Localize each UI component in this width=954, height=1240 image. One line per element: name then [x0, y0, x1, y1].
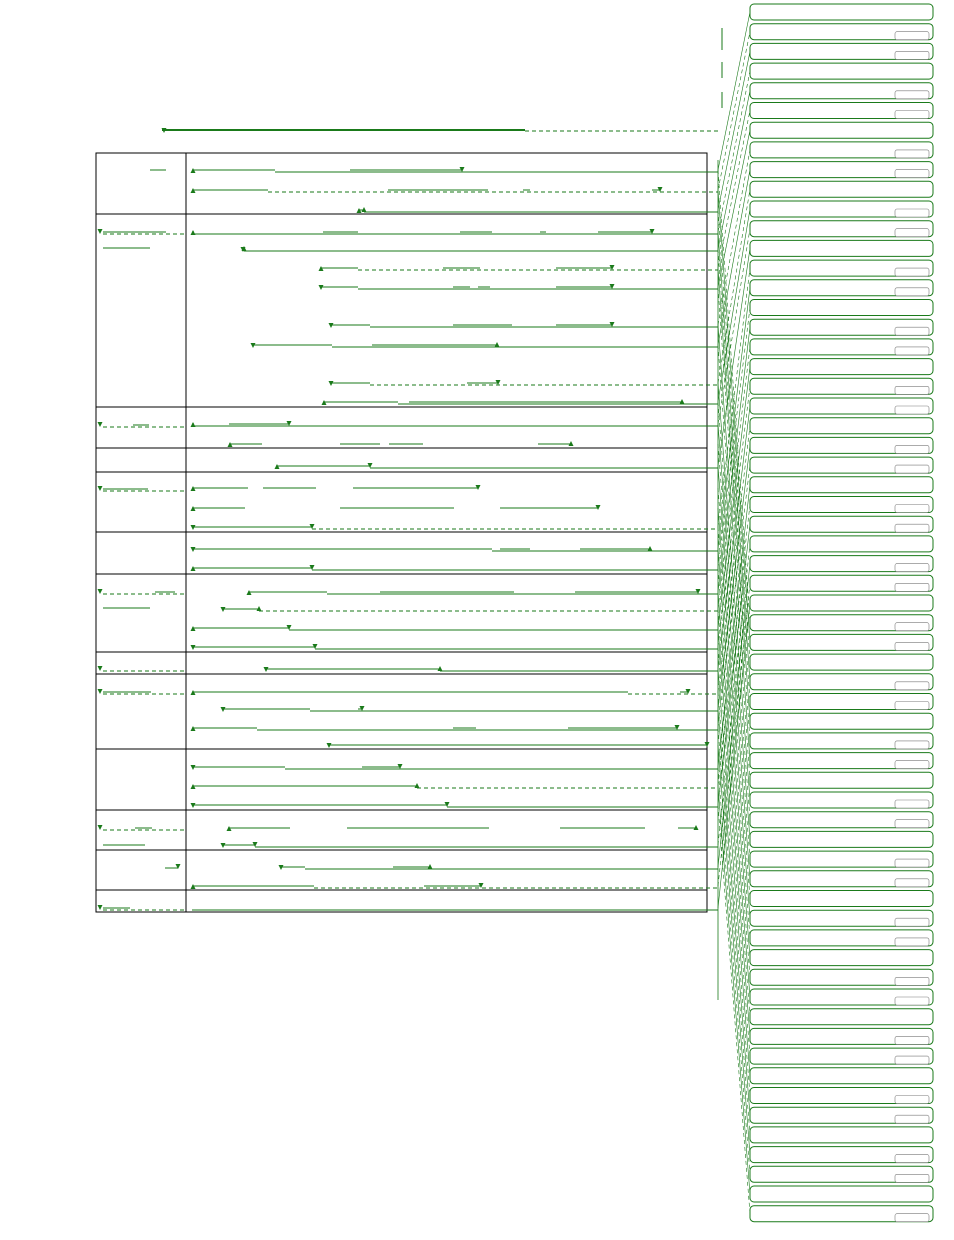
balloon-leader-line: [718, 728, 750, 1135]
balloon-leader-line: [718, 111, 750, 269]
balloon-leader-line: [718, 647, 750, 1056]
change-marker: [98, 689, 103, 694]
balloon-tag: [895, 386, 929, 394]
comment-balloon: [750, 4, 933, 20]
balloon-tag: [895, 32, 929, 40]
comment-balloon: [750, 654, 933, 670]
balloon-tag: [895, 327, 929, 335]
balloon-leader-line: [718, 209, 750, 402]
balloon-leader-line: [718, 51, 750, 210]
balloon-tag: [895, 702, 929, 710]
balloon-leader-line: [718, 628, 750, 1036]
balloon-tag: [895, 170, 929, 178]
comment-balloon: [750, 713, 933, 729]
change-marker: [98, 229, 103, 234]
balloon-tag: [895, 1056, 929, 1064]
balloon-tag: [895, 977, 929, 985]
balloon-tag: [895, 111, 929, 119]
change-marker: [98, 825, 103, 830]
balloon-tag: [895, 51, 929, 59]
balloon-tag: [895, 268, 929, 276]
balloon-leader-line: [718, 508, 750, 918]
change-marker: [98, 422, 103, 427]
balloon-tag: [895, 1036, 929, 1044]
balloon-tag: [895, 642, 929, 650]
balloon-tag: [895, 623, 929, 631]
change-marker: [98, 486, 103, 491]
balloon-tag: [895, 91, 929, 99]
balloon-leader-line: [718, 12, 750, 170]
balloon-tag: [895, 288, 929, 296]
balloon-tag: [895, 1096, 929, 1104]
balloon-tag: [895, 564, 929, 572]
balloon-leader-line: [718, 189, 750, 383]
balloon-tag: [895, 938, 929, 946]
comment-balloon: [750, 122, 933, 138]
comment-balloon: [750, 950, 933, 966]
balloon-tag: [895, 229, 929, 237]
comment-balloon: [750, 1068, 933, 1084]
balloon-tag: [895, 406, 929, 414]
balloon-tag: [895, 209, 929, 217]
comment-balloon: [750, 1127, 933, 1143]
balloon-tag: [895, 879, 929, 887]
balloon-leader-line: [718, 745, 750, 1155]
balloon-tag: [895, 150, 929, 158]
balloon-tag: [895, 741, 929, 749]
comment-balloon: [750, 477, 933, 493]
balloon-tag: [895, 1115, 929, 1123]
balloon-tag: [895, 583, 929, 591]
balloon-leader-line: [718, 32, 750, 190]
comment-balloon: [750, 63, 933, 79]
balloon-tag: [895, 445, 929, 453]
balloon-tag: [895, 1214, 929, 1222]
change-marker: [98, 905, 103, 910]
balloon-tag: [895, 820, 929, 828]
balloon-tag: [895, 859, 929, 867]
balloon-tag: [895, 1155, 929, 1163]
comment-balloon: [750, 595, 933, 611]
balloon-tag: [895, 1174, 929, 1182]
balloon-tag: [895, 347, 929, 355]
balloon-tag: [895, 761, 929, 769]
comment-balloon: [750, 359, 933, 375]
balloon-tag: [895, 682, 929, 690]
balloon-leader-line: [718, 91, 750, 249]
comment-balloon: [750, 1009, 933, 1025]
balloon-leader-line: [718, 767, 750, 1174]
comment-balloon: [750, 1186, 933, 1202]
comment-balloon: [750, 891, 933, 907]
balloon-tag: [895, 800, 929, 808]
balloon-tag: [895, 465, 929, 473]
comment-balloon: [750, 831, 933, 847]
comment-balloon: [750, 418, 933, 434]
balloon-tag: [895, 505, 929, 513]
comment-balloon: [750, 536, 933, 552]
balloon-tag: [895, 524, 929, 532]
balloon-leader-line: [718, 786, 750, 1194]
comment-balloon: [750, 181, 933, 197]
balloon-tag: [895, 997, 929, 1005]
balloon-tag: [895, 918, 929, 926]
comment-balloon: [750, 300, 933, 316]
balloon-leader-line: [718, 805, 750, 1214]
comment-balloon: [750, 240, 933, 256]
change-marker: [98, 666, 103, 671]
comment-balloon: [750, 772, 933, 788]
change-marker: [98, 589, 103, 594]
